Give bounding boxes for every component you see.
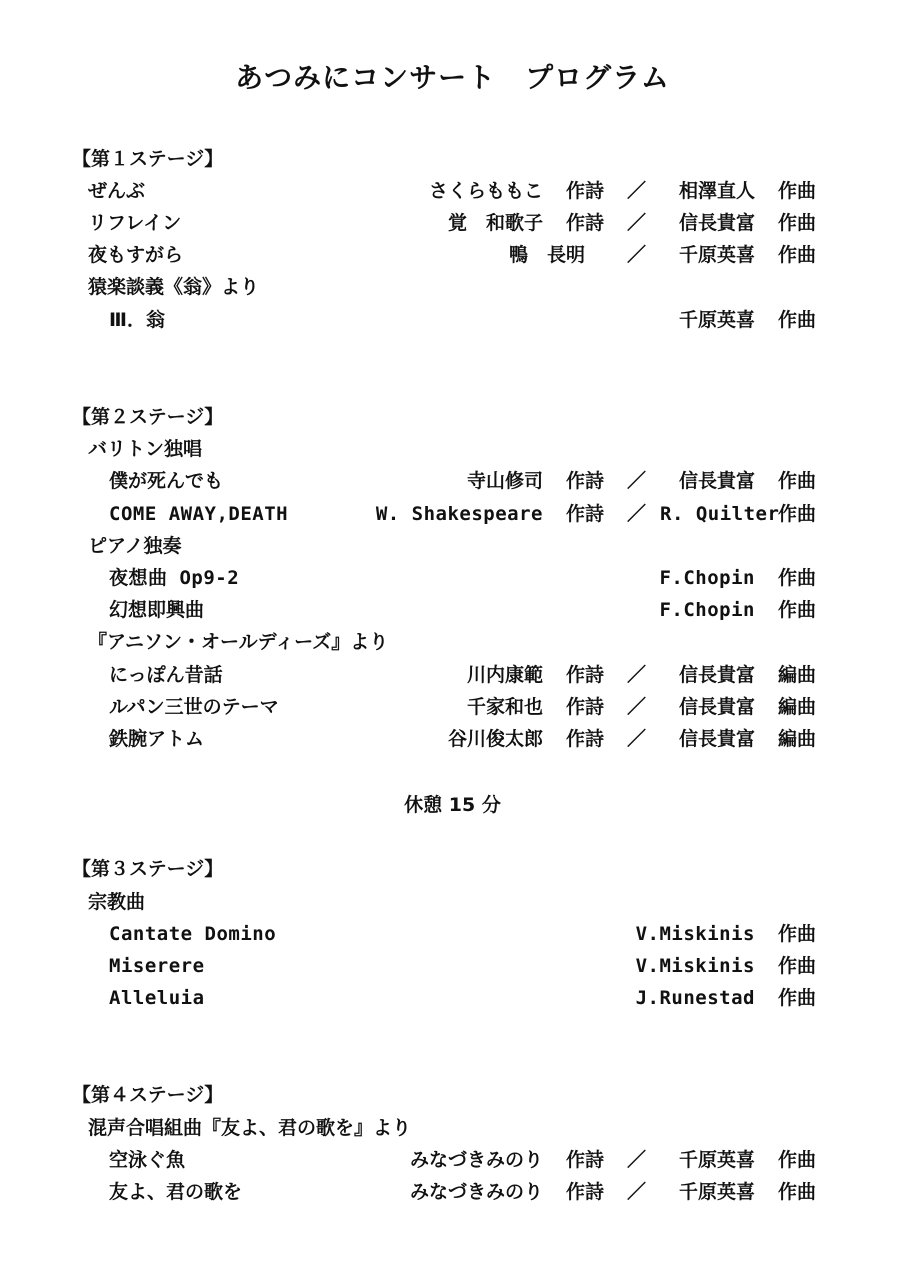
program-row [0,722,905,754]
piece-title: 夜想曲 Op9-2 [109,567,240,589]
separator: ／ [627,664,647,686]
piece-title: Cantate Domino [109,923,277,945]
stage4-heading-row [0,1078,905,1110]
program-row [0,917,905,949]
composer-role: 作曲 [778,923,817,945]
song-title: ぜんぶ [88,180,146,202]
lyricist: 川内康範 [466,664,543,686]
program-row [0,981,905,1013]
section-label: 『アニソン・オールディーズ』より [88,631,389,653]
composer: 千原英喜 [678,1181,755,1203]
composer: V.Miskinis [635,955,755,977]
song-title: 鉄腕アトム [109,728,205,750]
suite-title: 猿楽談義《翁》より [88,276,260,298]
composer-role: 作曲 [778,1181,817,1203]
section-label-row [0,529,905,561]
composer-role: 作曲 [778,470,817,492]
lyricist: みなづきみのり [409,1181,543,1203]
program-row [0,949,905,981]
suite-row [0,270,905,302]
song-title: Ⅲ．翁 [109,309,165,331]
page-title: あつみにコンサート プログラム [235,61,670,94]
lyricist-role: 作詩 [566,212,605,234]
song-title: リフレイン [88,212,182,234]
lyricist: 寺山修司 [466,470,543,492]
song-title: 空泳ぐ魚 [109,1149,186,1171]
lyricist-role: 作詩 [566,1181,605,1203]
program-row [0,174,905,206]
lyricist: 鴨 長明 [508,244,585,266]
program-row [0,303,905,335]
composer-role: 作曲 [778,1149,817,1171]
lyricist-role: 作詩 [566,1149,605,1171]
composer: F.Chopin [659,567,755,589]
lyricist-role: 作詩 [566,728,605,750]
section-label-row [0,432,905,464]
song-title: 僕が死んでも [109,470,224,492]
stage3-heading-row [0,852,905,884]
lyricist-role: 作詩 [566,180,605,202]
composer: 信長貴富 [678,470,755,492]
separator: ／ [627,1149,647,1171]
composer: 相澤直人 [678,180,755,202]
composer-role: 作曲 [778,567,817,589]
composer-role: 作曲 [778,180,817,202]
program-row [0,238,905,270]
stage-heading: 【第１ステージ】 [72,148,224,170]
song-title: COME AWAY,DEATH [109,503,289,525]
stage1-heading-row [0,142,905,174]
composer-role: 作曲 [778,244,817,266]
lyricist-role: 作詩 [566,664,605,686]
song-title: にっぽん昔話 [109,664,223,686]
separator: ／ [627,728,647,750]
lyricist: みなづきみのり [409,1149,543,1171]
program-row [0,658,905,690]
section-label: 混声合唱組曲『友よ、君の歌を』より [88,1117,412,1139]
section-label-row [0,1111,905,1143]
program-row [0,464,905,496]
separator: ／ [627,503,647,525]
separator: ／ [627,470,647,492]
program-row [0,1175,905,1207]
lyricist: 千家和也 [466,696,543,718]
piece-title: 幻想即興曲 [109,599,205,621]
intermission-note: 休憩 15 分 [404,794,501,816]
section-label: ピアノ独奏 [88,535,182,557]
section-label-row [0,885,905,917]
composer: 信長貴富 [678,664,755,686]
composer: 千原英喜 [678,309,755,331]
lyricist: さくらももこ [428,180,543,202]
program-row [0,1143,905,1175]
composer: 信長貴富 [678,212,755,234]
lyricist: W. Shakespeare [375,503,543,525]
song-title: ルパン三世のテーマ [109,696,279,718]
separator: ／ [627,180,647,202]
separator: ／ [627,212,647,234]
piece-title: Miserere [109,955,205,977]
program-row [0,561,905,593]
composer-role: 編曲 [778,664,817,686]
separator: ／ [627,244,647,266]
separator: ／ [627,1181,647,1203]
piece-title: Alleluia [109,987,205,1009]
composer-role: 作曲 [778,599,817,621]
composer: 信長貴富 [678,728,755,750]
lyricist-role: 作詩 [566,503,605,525]
program-row [0,690,905,722]
stage-heading: 【第３ステージ】 [72,858,224,880]
lyricist-role: 作詩 [566,470,605,492]
composer-role: 作曲 [778,987,817,1009]
composer-role: 作曲 [778,955,817,977]
program-row [0,206,905,238]
section-label: バリトン独唱 [88,438,203,460]
composer-role: 作曲 [778,309,817,331]
composer: V.Miskinis [635,923,755,945]
composer: F.Chopin [659,599,755,621]
composer-role: 作曲 [778,212,817,234]
composer-role: 作曲 [778,503,817,525]
stage-heading: 【第２ステージ】 [72,406,224,428]
composer-role: 編曲 [778,696,817,718]
separator: ／ [627,696,647,718]
intermission-row [0,788,905,820]
lyricist-role: 作詩 [566,696,605,718]
composer: J.Runestad [635,987,755,1009]
stage-heading: 【第４ステージ】 [72,1084,224,1106]
composer: 千原英喜 [678,244,755,266]
section-label: 宗教曲 [88,891,146,913]
program-row [0,593,905,625]
section-label-row [0,625,905,657]
composer: 信長貴富 [678,696,755,718]
composer: R. Quilter [660,503,780,525]
program-row [0,497,905,529]
composer: 千原英喜 [678,1149,755,1171]
song-title: 夜もすがら [88,244,184,266]
song-title: 友よ、君の歌を [109,1181,243,1203]
lyricist: 谷川俊太郎 [447,728,543,750]
lyricist: 覚 和歌子 [447,212,543,234]
composer-role: 編曲 [778,728,817,750]
stage2-heading-row [0,400,905,432]
